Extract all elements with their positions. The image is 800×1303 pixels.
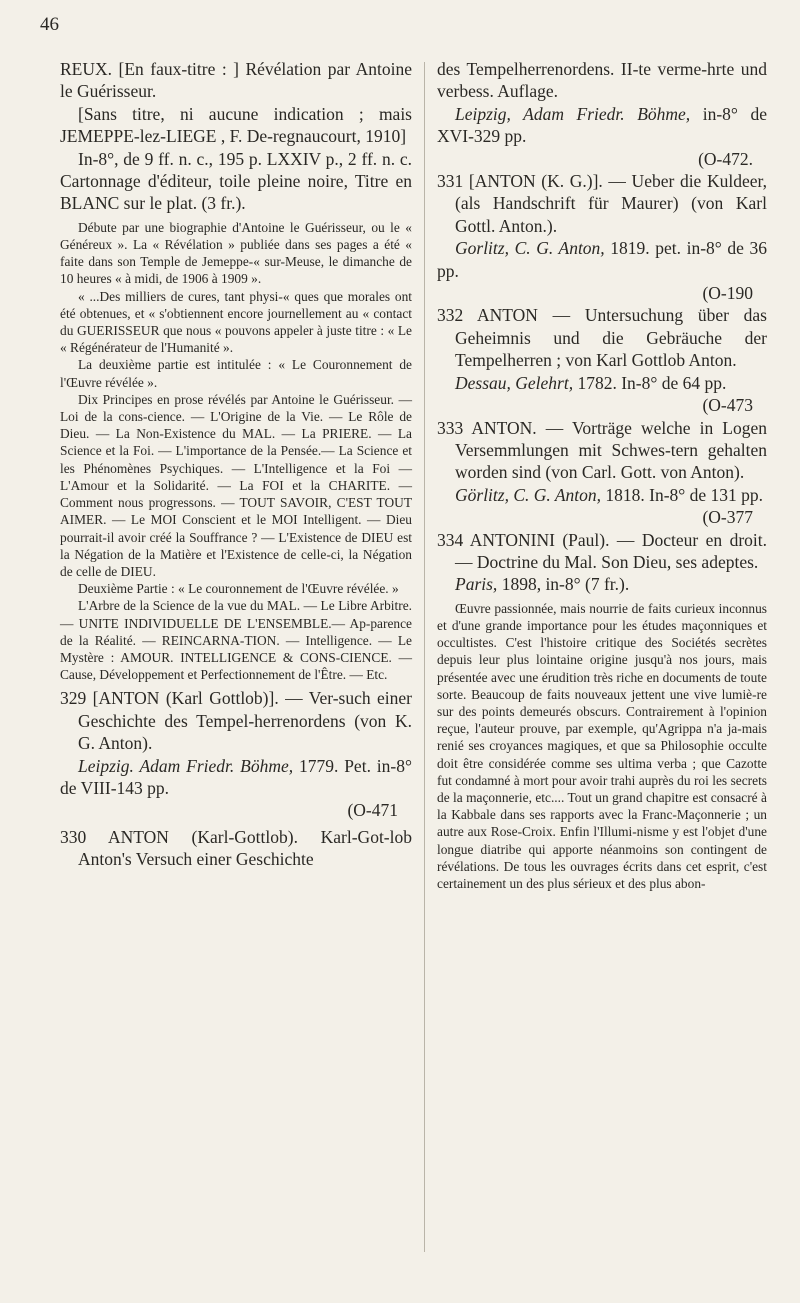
entry-330-imprint-italic: Leipzig, Adam Friedr. Böhme,: [455, 103, 691, 124]
entry-328-desc-2: In-8°, de 9 ff. n. c., 195 p. LXXIV p., 2 ff. n. c. Cartonnage d'éditeur, toile pleine noire, Titre en BLANC sur le plat. (3 fr.).: [60, 148, 412, 214]
entry-331-text: 331 [ANTON (K. G.)]. — Ueber die Kuldeer, (als Handschrift für Maurer) (von Karl Gottl. Anton.).: [437, 171, 767, 236]
entry-331-imprint-italic: Gorlitz, C. G. Anton,: [455, 238, 605, 259]
entry-328-note-2: « ...Des milliers de cures, tant physi-« ques que morales ont été obtenues, et « s'obtiennent encore journellement au « contact du GUERISSEUR que nous « pouvons appeler à juste titre : « Le « Régénérateur de l'Humanité ».: [60, 288, 412, 356]
entry-333-imprint: [437, 484, 767, 506]
entry-332-text: 332 ANTON — Untersuchung über das Geheimnis und die Gebräuche der Tempelherren ; von Karl Gottlob Anton.: [437, 305, 767, 371]
entry-331-imprint: [437, 237, 767, 282]
entry-332-ref: (O-473: [702, 395, 753, 416]
entry-332-imprint-italic: Dessau, Gelehrt,: [455, 372, 574, 393]
entry-334-imprint: [437, 573, 767, 595]
entry-330-text: 330 ANTON (Karl-Gottlob). Karl-Got-lob Anton's Versuch einer Geschichte: [60, 826, 412, 870]
entry-334-note: Œuvre passionnée, mais nourrie de faits curieux inconnus et d'une grande importance pour les études maçonniques et occultistes. C'est l'histoire critique des Sociétés secrètes depuis leur plus lointaine origine jusqu'à nos jours, mais présentée avec une érudition très riche en documents de toute sorte. Beaucoup de faits nouveaux jettent une vive lumiè-re sur des points demeurés obscurs. Contrairement à l'opinion reçue, l'auteur prouve, par exemple, qu'Agrippa n'a ja-mais renié ses croyances magiques, et que sa Philosophie occulte doit être considérée comme ses ultima verba ; que Cazotte fut condamné à mort pour avoir trahi auprès du roi les secrets de la maçonnerie, etc.... Tout un grand chapitre est consacré à la Kabbale dans ses rapports avec la Franc-Maçonnerie ; un autre aux Rose-Croix. Enfin l'Illumi-nisme y est l'objet d'une longue diatribe qui apporte néanmoins son contingent de révélations. De tous les ouvrages écrits dans cet esprit, c'est certainement un des plus sérieux et des plus abon-: [437, 600, 767, 891]
entry-329-imprint: [60, 755, 412, 800]
entry-330-continued-text: des Tempelherrenordens. II-te verme-hrte und verbess. Auflage.: [437, 59, 767, 102]
entry-334-imprint-rest: 1898, in-8° (7 fr.).: [501, 574, 630, 595]
entry-330-imprint: [437, 103, 767, 148]
entry-332-imprint-rest: 1782. In-8° de 64 pp.: [577, 372, 727, 393]
left-column: [60, 58, 412, 871]
entry-331-imprint-rest: 1819. pet. in-8° de 36 pp.: [437, 238, 768, 281]
entry-334-imprint-italic: Paris,: [455, 574, 498, 595]
entry-328-note-3: La deuxième partie est intitulée : « Le Couronnement de l'Œuvre révélée ».: [60, 357, 412, 390]
entry-328-header: REUX. [En faux-titre : ] Révélation par Antoine le Guérisseur.: [60, 59, 412, 102]
entry-329-ref: (O-471: [347, 800, 398, 821]
entry-333-imprint-italic: Görlitz, C. G. Anton,: [455, 484, 602, 505]
column-divider: [424, 62, 425, 1252]
entry-334-text: 334 ANTONINI (Paul). — Docteur en droit. — Doctrine du Mal. Son Dieu, ses adeptes.: [437, 529, 767, 572]
entry-333-imprint-rest: 1818. In-8° de 131 pp.: [605, 484, 764, 505]
right-column: [437, 58, 767, 892]
entry-329-imprint-rest: 1779. Pet. in-8° de VIII-143 pp.: [60, 755, 412, 798]
entry-333-ref: (O-377: [702, 507, 753, 528]
entry-332-imprint: [437, 372, 767, 394]
entry-328-note-1: Débute par une biographie d'Antoine le Guérisseur, ou le « Généreux ». La « Révélation » publiée dans ses pages a été « faite dans son Temple de Jemeppe-« sur-Meuse, le dimanche de 10 heures « à midi, de 1906 à 1909 ».: [60, 219, 412, 287]
entry-329-text: 329 [ANTON (Karl Gottlob)]. — Ver-such einer Geschichte des Tempel-herrenordens (von K. G. Anton).: [60, 688, 412, 754]
entry-333-text: 333 ANTON. — Vorträge welche in Logen Versemmlungen mit Schwes-tern gehalten worden sind (von Carl. Gott. von Anton).: [437, 417, 767, 483]
entry-328-note-4: Dix Principes en prose révélés par Antoine le Guérisseur. — Loi de la cons-cience. — L'Origine de la Vie. — Le Rôle de Dieu. — La Non-Existence du MAL. — La PRIERE. — La Science et la Foi. — L'importance de la Pensée.— La Science et les Phénomènes Psychiques. — L'Intelligence et la Foi — L'Amour et la Solidarité. — La FOI et la CHARITE. — Comment nous progressons. — TOUT SAVOIR, C'EST TOUT AIMER. — Le MOI Conscient et le MOI Intelligent. — Dieu pourrait-il avoir créé la Souffrance ? — L'Existence de DIEU est la Négation de la Matière et l'Existence de celle-ci, la Négation de celle de DIEU.: [60, 391, 412, 579]
entry-329-imprint-italic: Leipzig. Adam Friedr. Böhme,: [78, 755, 294, 776]
entry-328-desc-1: [Sans titre, ni aucune indication ; mais JEMEPPE-lez-LIEGE , F. De-regnaucourt, 1910]: [60, 103, 412, 147]
entry-331-ref: (O-190: [702, 283, 753, 304]
entry-328-note-6: L'Arbre de la Science de la vue du MAL. — Le Libre Arbitre. — UNITE INDIVIDUELLE DE L'ENSEMBLE.— Ap-parence de la Réalité. — REINCARNA-TION. — Intelligence. — Le Mystère : AMOUR. INTELLIGENCE & CONS-CIENCE. — Cause, Développement et Perfectionnement de l'Être. — Etc.: [60, 598, 412, 683]
entry-330-ref: (O-472.: [698, 148, 753, 169]
page-number: 46: [40, 14, 59, 35]
entry-330-imprint-rest: in-8° de XVI-329 pp.: [437, 103, 767, 147]
entry-328-note-5: Deuxième Partie : « Le couronnement de l'Œuvre révélée. »: [78, 581, 399, 597]
